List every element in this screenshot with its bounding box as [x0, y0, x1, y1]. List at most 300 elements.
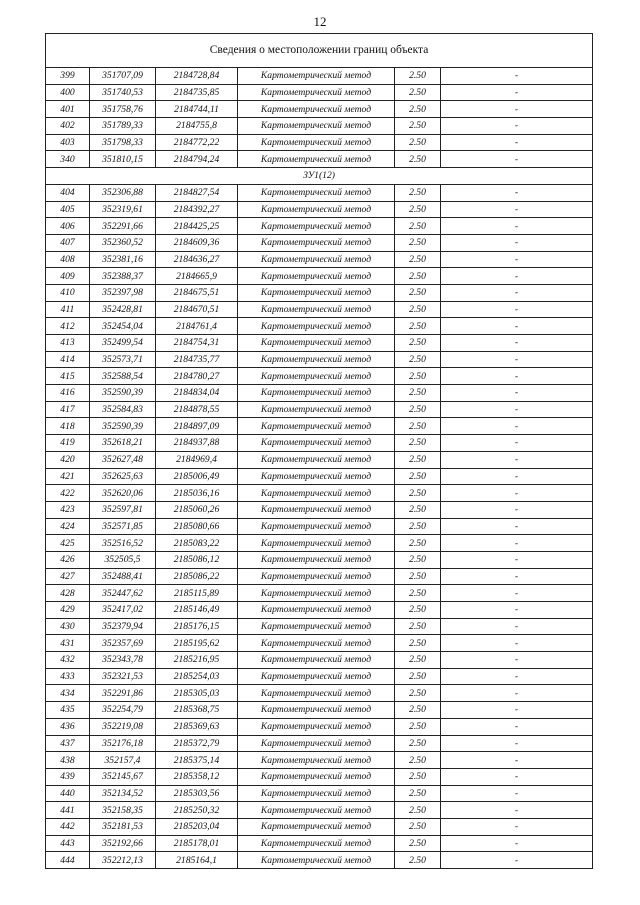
- coord-y-cell: 2184755,8: [156, 118, 238, 135]
- accuracy-cell: 2.50: [395, 668, 441, 685]
- note-cell: -: [441, 535, 593, 552]
- coord-x-cell: 352381,16: [90, 251, 156, 268]
- coord-x-cell: 352176,18: [90, 735, 156, 752]
- coord-y-cell: 2185178,01: [156, 835, 238, 852]
- table-row: [46, 585, 593, 602]
- note-cell: -: [441, 335, 593, 352]
- coord-y-cell: 2185372,79: [156, 735, 238, 752]
- method-cell: Картометрический метод: [238, 301, 395, 318]
- method-cell: Картометрический метод: [238, 351, 395, 368]
- point-number-cell: 400: [46, 84, 90, 101]
- accuracy-cell: 2.50: [395, 835, 441, 852]
- coord-y-cell: 2184670,51: [156, 301, 238, 318]
- coord-y-cell: 2185083,22: [156, 535, 238, 552]
- method-cell: Картометрический метод: [238, 368, 395, 385]
- point-number-cell: 415: [46, 368, 90, 385]
- method-cell: Картометрический метод: [238, 468, 395, 485]
- coord-y-cell: 2184735,85: [156, 84, 238, 101]
- table-row: [46, 635, 593, 652]
- coord-x-cell: 352388,37: [90, 268, 156, 285]
- method-cell: Картометрический метод: [238, 68, 395, 85]
- accuracy-cell: 2.50: [395, 752, 441, 769]
- method-cell: Картометрический метод: [238, 485, 395, 502]
- coord-x-cell: 352192,66: [90, 835, 156, 852]
- page-number: 12: [313, 14, 327, 29]
- accuracy-cell: 2.50: [395, 735, 441, 752]
- point-number-cell: 405: [46, 201, 90, 218]
- point-number-cell: 412: [46, 318, 90, 335]
- point-number-cell: 444: [46, 852, 90, 869]
- coord-y-cell: 2185146,49: [156, 602, 238, 619]
- method-cell: Картометрический метод: [238, 251, 395, 268]
- note-cell: -: [441, 802, 593, 819]
- coord-y-cell: 2184772,22: [156, 134, 238, 151]
- note-cell: -: [441, 702, 593, 719]
- coord-y-cell: 2184754,31: [156, 335, 238, 352]
- table-row: [46, 351, 593, 368]
- note-cell: -: [441, 251, 593, 268]
- coord-y-cell: 2184937,88: [156, 435, 238, 452]
- accuracy-cell: 2.50: [395, 251, 441, 268]
- method-cell: Картометрический метод: [238, 585, 395, 602]
- coord-y-cell: 2185254,03: [156, 668, 238, 685]
- method-cell: Картометрический метод: [238, 568, 395, 585]
- coord-x-cell: 352306,88: [90, 184, 156, 201]
- coord-x-cell: 352597,81: [90, 501, 156, 518]
- point-number-cell: 425: [46, 535, 90, 552]
- point-number-cell: 434: [46, 685, 90, 702]
- accuracy-cell: 2.50: [395, 602, 441, 619]
- accuracy-cell: 2.50: [395, 652, 441, 669]
- method-cell: Картометрический метод: [238, 718, 395, 735]
- table-row: [46, 401, 593, 418]
- coord-y-cell: 2185164,1: [156, 852, 238, 869]
- table-row: [46, 368, 593, 385]
- method-cell: Картометрический метод: [238, 435, 395, 452]
- table-row: [46, 301, 593, 318]
- note-cell: -: [441, 401, 593, 418]
- coord-y-cell: 2184744,11: [156, 101, 238, 118]
- coord-y-cell: 2185369,63: [156, 718, 238, 735]
- accuracy-cell: 2.50: [395, 535, 441, 552]
- note-cell: -: [441, 718, 593, 735]
- coord-y-cell: 2185006,49: [156, 468, 238, 485]
- point-number-cell: 413: [46, 335, 90, 352]
- point-number-cell: 432: [46, 652, 90, 669]
- accuracy-cell: 2.50: [395, 68, 441, 85]
- coord-y-cell: 2184780,27: [156, 368, 238, 385]
- note-cell: -: [441, 451, 593, 468]
- coord-y-cell: 2184636,27: [156, 251, 238, 268]
- table-row: [46, 551, 593, 568]
- accuracy-cell: 2.50: [395, 335, 441, 352]
- table-row: [46, 602, 593, 619]
- method-cell: Картометрический метод: [238, 652, 395, 669]
- accuracy-cell: 2.50: [395, 852, 441, 869]
- accuracy-cell: 2.50: [395, 284, 441, 301]
- method-cell: Картометрический метод: [238, 118, 395, 135]
- point-number-cell: 424: [46, 518, 90, 535]
- note-cell: -: [441, 385, 593, 402]
- accuracy-cell: 2.50: [395, 385, 441, 402]
- method-cell: Картометрический метод: [238, 234, 395, 251]
- method-cell: Картометрический метод: [238, 451, 395, 468]
- note-cell: -: [441, 268, 593, 285]
- note-cell: -: [441, 585, 593, 602]
- accuracy-cell: 2.50: [395, 702, 441, 719]
- method-cell: Картометрический метод: [238, 752, 395, 769]
- coord-y-cell: 2184969,4: [156, 451, 238, 468]
- point-number-cell: 422: [46, 485, 90, 502]
- coord-y-cell: 2185060,26: [156, 501, 238, 518]
- accuracy-cell: 2.50: [395, 151, 441, 168]
- method-cell: Картометрический метод: [238, 218, 395, 235]
- point-number-cell: 406: [46, 218, 90, 235]
- note-cell: -: [441, 468, 593, 485]
- note-cell: -: [441, 501, 593, 518]
- table-row: [46, 518, 593, 535]
- note-cell: -: [441, 735, 593, 752]
- coord-x-cell: 352134,52: [90, 785, 156, 802]
- method-cell: Картометрический метод: [238, 551, 395, 568]
- accuracy-cell: 2.50: [395, 618, 441, 635]
- method-cell: Картометрический метод: [238, 418, 395, 435]
- table-row: [46, 118, 593, 135]
- method-cell: Картометрический метод: [238, 768, 395, 785]
- method-cell: Картометрический метод: [238, 735, 395, 752]
- note-cell: -: [441, 635, 593, 652]
- caption-row: [46, 34, 593, 68]
- coord-x-cell: 352516,52: [90, 535, 156, 552]
- note-cell: -: [441, 184, 593, 201]
- coord-x-cell: 352357,69: [90, 635, 156, 652]
- coord-y-cell: 2184761,4: [156, 318, 238, 335]
- table-row: [46, 418, 593, 435]
- table-row: [46, 451, 593, 468]
- coord-y-cell: 2184827,54: [156, 184, 238, 201]
- coord-x-cell: 352219,08: [90, 718, 156, 735]
- point-number-cell: 421: [46, 468, 90, 485]
- coord-y-cell: 2185203,04: [156, 818, 238, 835]
- method-cell: Картометрический метод: [238, 835, 395, 852]
- method-cell: Картометрический метод: [238, 284, 395, 301]
- accuracy-cell: 2.50: [395, 485, 441, 502]
- accuracy-cell: 2.50: [395, 134, 441, 151]
- note-cell: -: [441, 68, 593, 85]
- table-row: [46, 568, 593, 585]
- coord-y-cell: 2185358,12: [156, 768, 238, 785]
- method-cell: Картометрический метод: [238, 702, 395, 719]
- accuracy-cell: 2.50: [395, 451, 441, 468]
- coord-y-cell: 2184609,36: [156, 234, 238, 251]
- section-row: [46, 168, 593, 185]
- accuracy-cell: 2.50: [395, 435, 441, 452]
- coord-y-cell: 2185086,22: [156, 568, 238, 585]
- note-cell: -: [441, 435, 593, 452]
- coord-x-cell: 351810,15: [90, 151, 156, 168]
- table-row: [46, 134, 593, 151]
- coord-y-cell: 2185368,75: [156, 702, 238, 719]
- coord-x-cell: 352447,62: [90, 585, 156, 602]
- accuracy-cell: 2.50: [395, 768, 441, 785]
- accuracy-cell: 2.50: [395, 685, 441, 702]
- coord-y-cell: 2184425,25: [156, 218, 238, 235]
- coord-x-cell: 352454,04: [90, 318, 156, 335]
- boundary-coordinates-table: [45, 33, 593, 869]
- accuracy-cell: 2.50: [395, 84, 441, 101]
- note-cell: -: [441, 118, 593, 135]
- note-cell: -: [441, 818, 593, 835]
- accuracy-cell: 2.50: [395, 218, 441, 235]
- note-cell: -: [441, 101, 593, 118]
- method-cell: Картометрический метод: [238, 501, 395, 518]
- note-cell: -: [441, 318, 593, 335]
- method-cell: Картометрический метод: [238, 618, 395, 635]
- table-row: [46, 852, 593, 869]
- point-number-cell: 399: [46, 68, 90, 85]
- note-cell: -: [441, 218, 593, 235]
- coord-x-cell: 352397,98: [90, 284, 156, 301]
- coord-x-cell: 352291,66: [90, 218, 156, 235]
- note-cell: -: [441, 234, 593, 251]
- coord-y-cell: 2185375,14: [156, 752, 238, 769]
- table-row: [46, 435, 593, 452]
- section-label: ЗУ1(12): [46, 168, 593, 185]
- point-number-cell: 429: [46, 602, 90, 619]
- table-row: [46, 735, 593, 752]
- method-cell: Картометрический метод: [238, 802, 395, 819]
- table-row: [46, 151, 593, 168]
- point-number-cell: 430: [46, 618, 90, 635]
- point-number-cell: 438: [46, 752, 90, 769]
- table-row: [46, 535, 593, 552]
- accuracy-cell: 2.50: [395, 518, 441, 535]
- point-number-cell: 437: [46, 735, 90, 752]
- note-cell: -: [441, 301, 593, 318]
- accuracy-cell: 2.50: [395, 785, 441, 802]
- coord-y-cell: 2184392,27: [156, 201, 238, 218]
- point-number-cell: 441: [46, 802, 90, 819]
- method-cell: Картометрический метод: [238, 818, 395, 835]
- point-number-cell: 409: [46, 268, 90, 285]
- coord-y-cell: 2185250,32: [156, 802, 238, 819]
- table-row: [46, 68, 593, 85]
- coord-x-cell: 352428,81: [90, 301, 156, 318]
- note-cell: -: [441, 618, 593, 635]
- point-number-cell: 404: [46, 184, 90, 201]
- coord-x-cell: 352625,63: [90, 468, 156, 485]
- coord-y-cell: 2184728,84: [156, 68, 238, 85]
- table-row: [46, 668, 593, 685]
- coord-x-cell: 352488,41: [90, 568, 156, 585]
- point-number-cell: 428: [46, 585, 90, 602]
- point-number-cell: 433: [46, 668, 90, 685]
- coord-x-cell: 352571,85: [90, 518, 156, 535]
- coord-y-cell: 2185080,66: [156, 518, 238, 535]
- method-cell: Картометрический метод: [238, 518, 395, 535]
- point-number-cell: 402: [46, 118, 90, 135]
- coord-x-cell: 352417,02: [90, 602, 156, 619]
- point-number-cell: 431: [46, 635, 90, 652]
- table-body: [46, 34, 593, 869]
- table-row: [46, 184, 593, 201]
- note-cell: -: [441, 551, 593, 568]
- coord-x-cell: 352590,39: [90, 385, 156, 402]
- coord-y-cell: 2185305,03: [156, 685, 238, 702]
- point-number-cell: 440: [46, 785, 90, 802]
- accuracy-cell: 2.50: [395, 418, 441, 435]
- table-row: [46, 685, 593, 702]
- note-cell: -: [441, 768, 593, 785]
- note-cell: -: [441, 351, 593, 368]
- coord-x-cell: 352319,61: [90, 201, 156, 218]
- coord-x-cell: 352145,67: [90, 768, 156, 785]
- accuracy-cell: 2.50: [395, 268, 441, 285]
- coord-x-cell: 352360,52: [90, 234, 156, 251]
- point-number-cell: 414: [46, 351, 90, 368]
- accuracy-cell: 2.50: [395, 585, 441, 602]
- coord-x-cell: 352620,06: [90, 485, 156, 502]
- method-cell: Картометрический метод: [238, 335, 395, 352]
- table-row: [46, 718, 593, 735]
- note-cell: -: [441, 151, 593, 168]
- accuracy-cell: 2.50: [395, 568, 441, 585]
- point-number-cell: 419: [46, 435, 90, 452]
- point-number-cell: 411: [46, 301, 90, 318]
- point-number-cell: 407: [46, 234, 90, 251]
- accuracy-cell: 2.50: [395, 301, 441, 318]
- point-number-cell: 436: [46, 718, 90, 735]
- accuracy-cell: 2.50: [395, 802, 441, 819]
- coord-x-cell: 351707,09: [90, 68, 156, 85]
- method-cell: Картометрический метод: [238, 785, 395, 802]
- note-cell: -: [441, 418, 593, 435]
- coord-x-cell: 351789,33: [90, 118, 156, 135]
- coord-x-cell: 352254,79: [90, 702, 156, 719]
- accuracy-cell: 2.50: [395, 718, 441, 735]
- table-row: [46, 501, 593, 518]
- note-cell: -: [441, 752, 593, 769]
- coord-x-cell: 352499,54: [90, 335, 156, 352]
- note-cell: -: [441, 835, 593, 852]
- coord-y-cell: 2184897,09: [156, 418, 238, 435]
- coord-x-cell: 351798,33: [90, 134, 156, 151]
- coord-y-cell: 2184834,04: [156, 385, 238, 402]
- coord-x-cell: 352627,48: [90, 451, 156, 468]
- coord-x-cell: 352588,54: [90, 368, 156, 385]
- method-cell: Картометрический метод: [238, 151, 395, 168]
- coord-y-cell: 2184735,77: [156, 351, 238, 368]
- method-cell: Картометрический метод: [238, 668, 395, 685]
- method-cell: Картометрический метод: [238, 134, 395, 151]
- accuracy-cell: 2.50: [395, 368, 441, 385]
- coord-x-cell: 352291,86: [90, 685, 156, 702]
- table-row: [46, 284, 593, 301]
- table-row: [46, 652, 593, 669]
- table-row: [46, 268, 593, 285]
- note-cell: -: [441, 652, 593, 669]
- method-cell: Картометрический метод: [238, 602, 395, 619]
- point-number-cell: 410: [46, 284, 90, 301]
- coord-x-cell: 352573,71: [90, 351, 156, 368]
- note-cell: -: [441, 518, 593, 535]
- accuracy-cell: 2.50: [395, 501, 441, 518]
- note-cell: -: [441, 284, 593, 301]
- note-cell: -: [441, 84, 593, 101]
- coord-x-cell: 352590,39: [90, 418, 156, 435]
- accuracy-cell: 2.50: [395, 101, 441, 118]
- point-number-cell: 420: [46, 451, 90, 468]
- method-cell: Картометрический метод: [238, 184, 395, 201]
- method-cell: Картометрический метод: [238, 268, 395, 285]
- coord-x-cell: 352181,53: [90, 818, 156, 835]
- point-number-cell: 439: [46, 768, 90, 785]
- coord-y-cell: 2185195,62: [156, 635, 238, 652]
- table-row: [46, 785, 593, 802]
- note-cell: -: [441, 368, 593, 385]
- accuracy-cell: 2.50: [395, 184, 441, 201]
- accuracy-cell: 2.50: [395, 351, 441, 368]
- coord-x-cell: 352379,94: [90, 618, 156, 635]
- coord-x-cell: 351758,76: [90, 101, 156, 118]
- method-cell: Картометрический метод: [238, 385, 395, 402]
- coord-x-cell: 352343,78: [90, 652, 156, 669]
- coord-y-cell: 2185176,15: [156, 618, 238, 635]
- method-cell: Картометрический метод: [238, 201, 395, 218]
- point-number-cell: 401: [46, 101, 90, 118]
- table-row: [46, 335, 593, 352]
- note-cell: -: [441, 602, 593, 619]
- note-cell: -: [441, 568, 593, 585]
- table-row: [46, 802, 593, 819]
- point-number-cell: 408: [46, 251, 90, 268]
- note-cell: -: [441, 852, 593, 869]
- accuracy-cell: 2.50: [395, 468, 441, 485]
- note-cell: -: [441, 201, 593, 218]
- coord-y-cell: 2185216,95: [156, 652, 238, 669]
- coord-x-cell: 352618,21: [90, 435, 156, 452]
- coord-y-cell: 2185086,12: [156, 551, 238, 568]
- method-cell: Картометрический метод: [238, 635, 395, 652]
- note-cell: -: [441, 485, 593, 502]
- table-row: [46, 768, 593, 785]
- table-row: [46, 835, 593, 852]
- table-row: [46, 201, 593, 218]
- table-row: [46, 618, 593, 635]
- coord-x-cell: 352212,13: [90, 852, 156, 869]
- table-row: [46, 752, 593, 769]
- table-row: [46, 318, 593, 335]
- point-number-cell: 403: [46, 134, 90, 151]
- point-number-cell: 442: [46, 818, 90, 835]
- table-row: [46, 468, 593, 485]
- accuracy-cell: 2.50: [395, 818, 441, 835]
- coord-y-cell: 2184878,55: [156, 401, 238, 418]
- coord-y-cell: 2184675,51: [156, 284, 238, 301]
- coord-y-cell: 2184794,24: [156, 151, 238, 168]
- method-cell: Картометрический метод: [238, 852, 395, 869]
- table-row: [46, 234, 593, 251]
- accuracy-cell: 2.50: [395, 318, 441, 335]
- accuracy-cell: 2.50: [395, 234, 441, 251]
- coord-x-cell: 351740,53: [90, 84, 156, 101]
- coord-x-cell: 352157,4: [90, 752, 156, 769]
- table-row: [46, 702, 593, 719]
- accuracy-cell: 2.50: [395, 551, 441, 568]
- table-row: [46, 101, 593, 118]
- table-row: [46, 818, 593, 835]
- table-caption: Сведения о местоположении границ объекта: [46, 34, 593, 68]
